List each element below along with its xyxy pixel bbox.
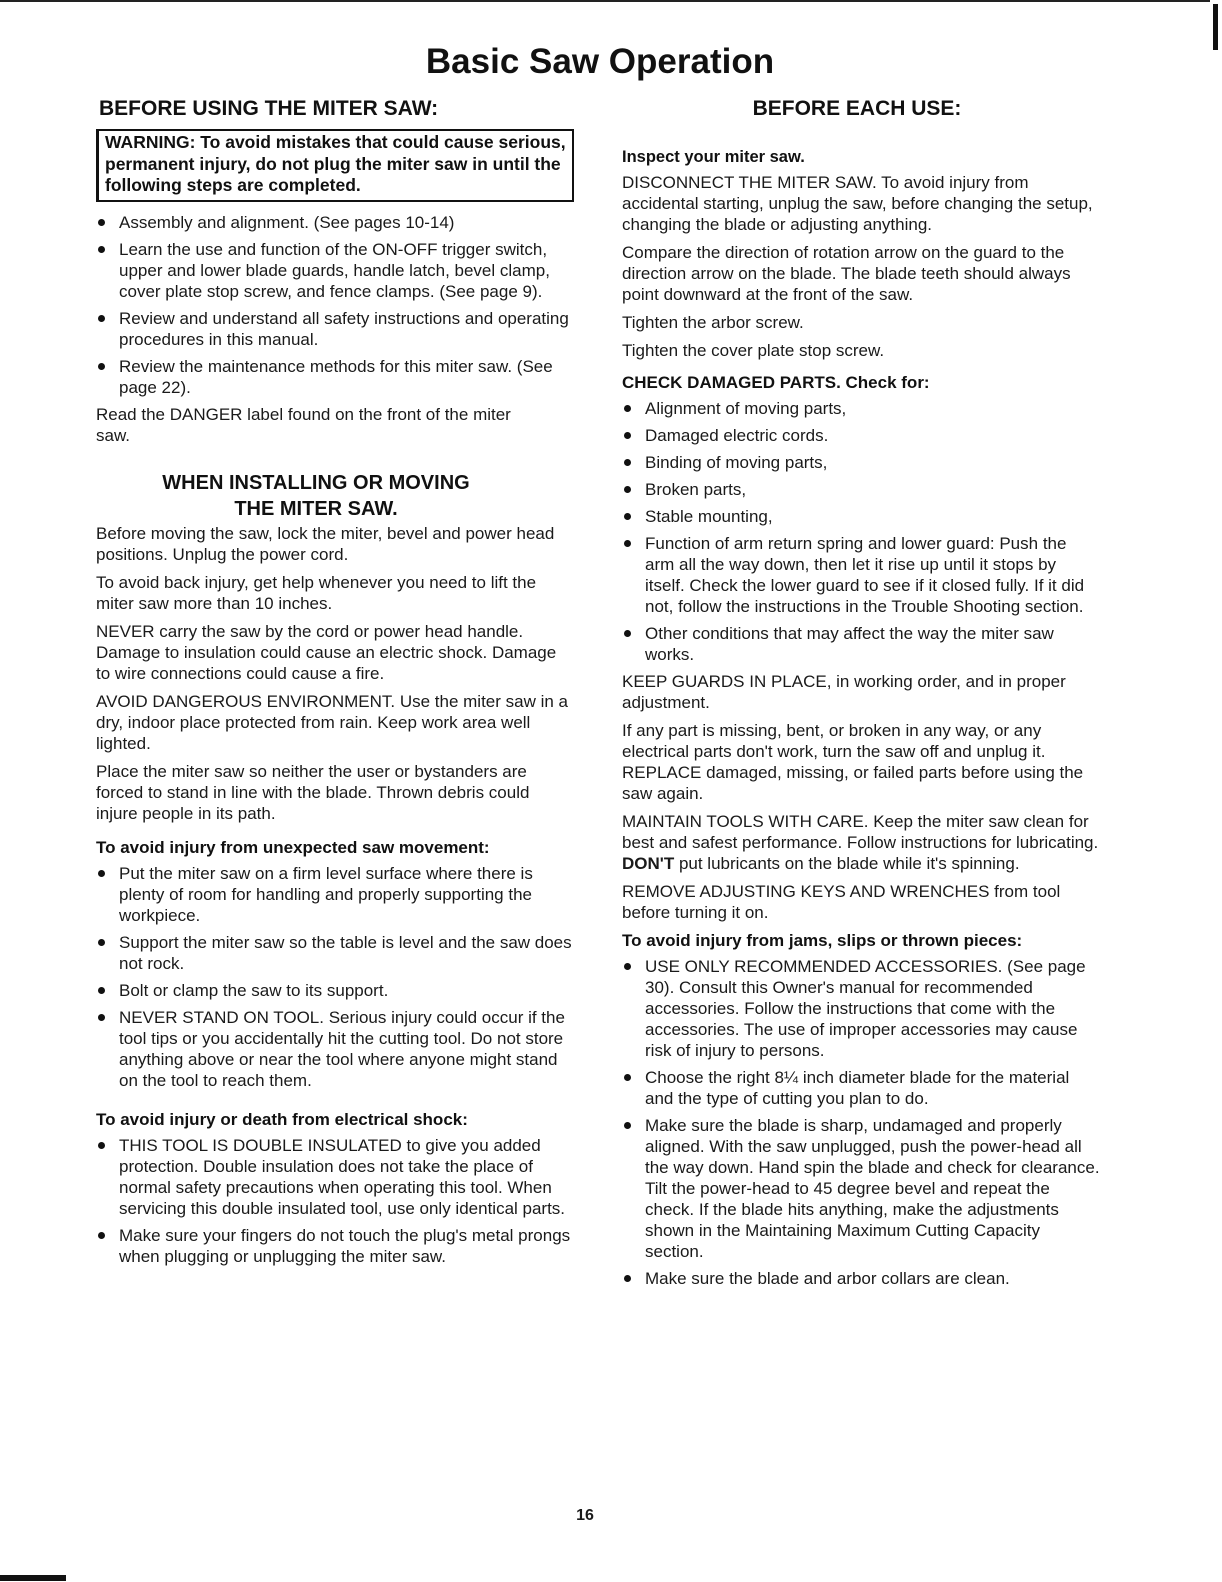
- movement-heading: To avoid injury from unexpected saw movement:: [96, 837, 490, 857]
- list-item: Put the miter saw on a firm level surface where there is plenty of room for handling and properly supporting the workpiece.: [96, 863, 574, 926]
- maintain-paragraph: MAINTAIN TOOLS WITH CARE. Keep the miter saw clean for best and safest performance. Follow instructions for lubricating. DON'T put lubricants on the blade while it's spinning.: [622, 812, 1099, 873]
- list-item: Review the maintenance methods for this miter saw. (See page 22).: [96, 356, 574, 398]
- bullet-icon: [98, 1014, 105, 1021]
- top-rule: [0, 0, 1210, 2]
- bullet-icon: [624, 513, 631, 520]
- paragraph: Compare the direction of rotation arrow on the guard to the direction arrow on the blade. The blade teeth should always point downward at the front of the saw.: [622, 243, 1071, 304]
- list-item: Support the miter saw so the table is level and the saw does not rock.: [96, 932, 574, 974]
- jams-heading: To avoid injury from jams, slips or thrown pieces:: [622, 931, 1023, 950]
- list-item: Alignment of moving parts,: [622, 398, 1100, 419]
- warning-box: WARNING: To avoid mistakes that could cause serious, permanent injury, do not plug the miter saw in until the following steps are completed.: [96, 129, 574, 202]
- paragraph: DISCONNECT THE MITER SAW. To avoid injury from accidental starting, unplug the saw, before changing the setup, changing the blade or adjusting anything.: [622, 173, 1093, 234]
- list-item: Other conditions that may affect the way the miter saw works.: [622, 623, 1100, 665]
- paragraph: If any part is missing, bent, or broken in any way, or any electrical parts don't work, turn the saw off and unplug it. REPLACE damaged, missing, or failed parts before using the saw again.: [622, 721, 1084, 803]
- bullet-icon: [98, 939, 105, 946]
- list-item: Make sure your fingers do not touch the plug's metal prongs when plugging or unplugging the miter saw.: [96, 1225, 574, 1267]
- jams-list: [622, 956, 1100, 1289]
- bullet-icon: [624, 486, 631, 493]
- bullet-icon: [98, 1142, 105, 1149]
- paragraph: NEVER carry the saw by the cord or power head handle. Damage to insulation could cause an electric shock. Damage to wire connections could cause a fire.: [96, 621, 557, 683]
- paragraph: KEEP GUARDS IN PLACE, in working order, and in proper adjustment.: [622, 672, 1066, 712]
- paragraph: Place the miter saw so neither the user or bystanders are forced to stand in line with the blade. Thrown debris could injure people in its path.: [96, 761, 530, 823]
- bullet-icon: [98, 870, 105, 877]
- paragraph: REMOVE ADJUSTING KEYS AND WRENCHES from tool before turning it on.: [622, 882, 1061, 922]
- bullet-icon: [624, 432, 631, 439]
- page-number: 16: [576, 1507, 594, 1524]
- paragraph: Tighten the cover plate stop screw.: [622, 341, 885, 360]
- paragraph: Tighten the arbor screw.: [622, 313, 804, 332]
- list-item: Make sure the blade is sharp, undamaged and properly aligned. With the saw unplugged, push the power-head all the way down. Hand spin the blade and check for clearance. Tilt the power-head to 45 degree bevel and repeat the check. If the blade hits anything, make the adjustments shown in the Maintaining Maximum Cutting Capacity section.: [622, 1115, 1100, 1262]
- right-column: [622, 95, 1100, 1295]
- movement-list: [96, 863, 574, 1091]
- bullet-icon: [624, 1275, 631, 1282]
- paragraph: AVOID DANGEROUS ENVIRONMENT. Use the miter saw in a dry, indoor place protected from rain. Keep work area well lighted.: [96, 691, 569, 753]
- shock-heading: To avoid injury or death from electrical shock:: [96, 1109, 468, 1129]
- list-item: Learn the use and function of the ON-OFF trigger switch, upper and lower blade guards, handle latch, bevel clamp, cover plate stop screw, and fence clamps. (See page 9).: [96, 239, 574, 302]
- list-item: Stable mounting,: [622, 506, 1100, 527]
- left-column: [96, 95, 574, 1273]
- list-item: USE ONLY RECOMMENDED ACCESSORIES. (See page 30). Consult this Owner's manual for recommended accessories. Follow the instructions that come with the accessories. The use of improper accessories may cause risk of injury to persons.: [622, 956, 1100, 1061]
- paragraph: To avoid back injury, get help whenever you need to lift the miter saw more than 10 inches.: [96, 572, 537, 613]
- danger-note: Read the DANGER label found on the front of the miter saw.: [96, 404, 511, 445]
- paragraph: Before moving the saw, lock the miter, bevel and power head positions. Unplug the power cord.: [96, 523, 555, 564]
- before-each-use-heading: BEFORE EACH USE:: [752, 97, 962, 120]
- list-item: Assembly and alignment. (See pages 10-14): [96, 212, 574, 233]
- bullet-icon: [98, 987, 105, 994]
- check-heading: CHECK DAMAGED PARTS. Check for:: [622, 373, 930, 392]
- list-item: Binding of moving parts,: [622, 452, 1100, 473]
- list-item: Bolt or clamp the saw to its support.: [96, 980, 574, 1001]
- before-using-heading: BEFORE USING THE MITER SAW:: [99, 97, 439, 120]
- margin-mark: [1213, 4, 1218, 50]
- bullet-icon: [624, 963, 631, 970]
- bullet-icon: [98, 246, 105, 253]
- bullet-icon: [98, 1232, 105, 1239]
- page-title: Basic Saw Operation: [425, 42, 775, 81]
- list-item: Make sure the blade and arbor collars are clean.: [622, 1268, 1100, 1289]
- inspect-heading: Inspect your miter saw.: [622, 148, 805, 166]
- moving-heading-line2: THE MITER SAW.: [234, 497, 398, 520]
- bullet-icon: [624, 459, 631, 466]
- list-item: Broken parts,: [622, 479, 1100, 500]
- bullet-icon: [624, 1074, 631, 1081]
- bullet-icon: [98, 363, 105, 370]
- bullet-icon: [624, 540, 631, 547]
- margin-mark: [0, 1575, 66, 1581]
- list-item: Choose the right 8¼ inch diameter blade for the material and the type of cutting you plan to do.: [622, 1067, 1100, 1109]
- bullet-icon: [624, 630, 631, 637]
- bullet-icon: [624, 405, 631, 412]
- bullet-icon: [624, 1122, 631, 1129]
- list-item: Review and understand all safety instructions and operating procedures in this manual.: [96, 308, 574, 350]
- bullet-icon: [98, 315, 105, 322]
- list-item: Function of arm return spring and lower guard: Push the arm all the way down, then let it rise up until it stops by itself. Check the lower guard to see if it closed fully. If it did not, follow the instructions in the Trouble Shooting section.: [622, 533, 1100, 617]
- list-item: THIS TOOL IS DOUBLE INSULATED to give you added protection. Double insulation does not take the place of normal safety precautions when operating this tool. When servicing this double insulated tool, use only identical parts.: [96, 1135, 574, 1219]
- moving-heading-line1: WHEN INSTALLING OR MOVING: [162, 471, 470, 494]
- list-item: NEVER STAND ON TOOL. Serious injury could occur if the tool tips or you accidentally hit the cutting tool. Do not store anything above or near the tool where anyone might stand on the tool to reach them.: [96, 1007, 574, 1091]
- check-list: [622, 398, 1100, 665]
- list-item: Damaged electric cords.: [622, 425, 1100, 446]
- bullet-icon: [98, 219, 105, 226]
- before-using-list: [96, 212, 574, 398]
- shock-list: [96, 1135, 574, 1267]
